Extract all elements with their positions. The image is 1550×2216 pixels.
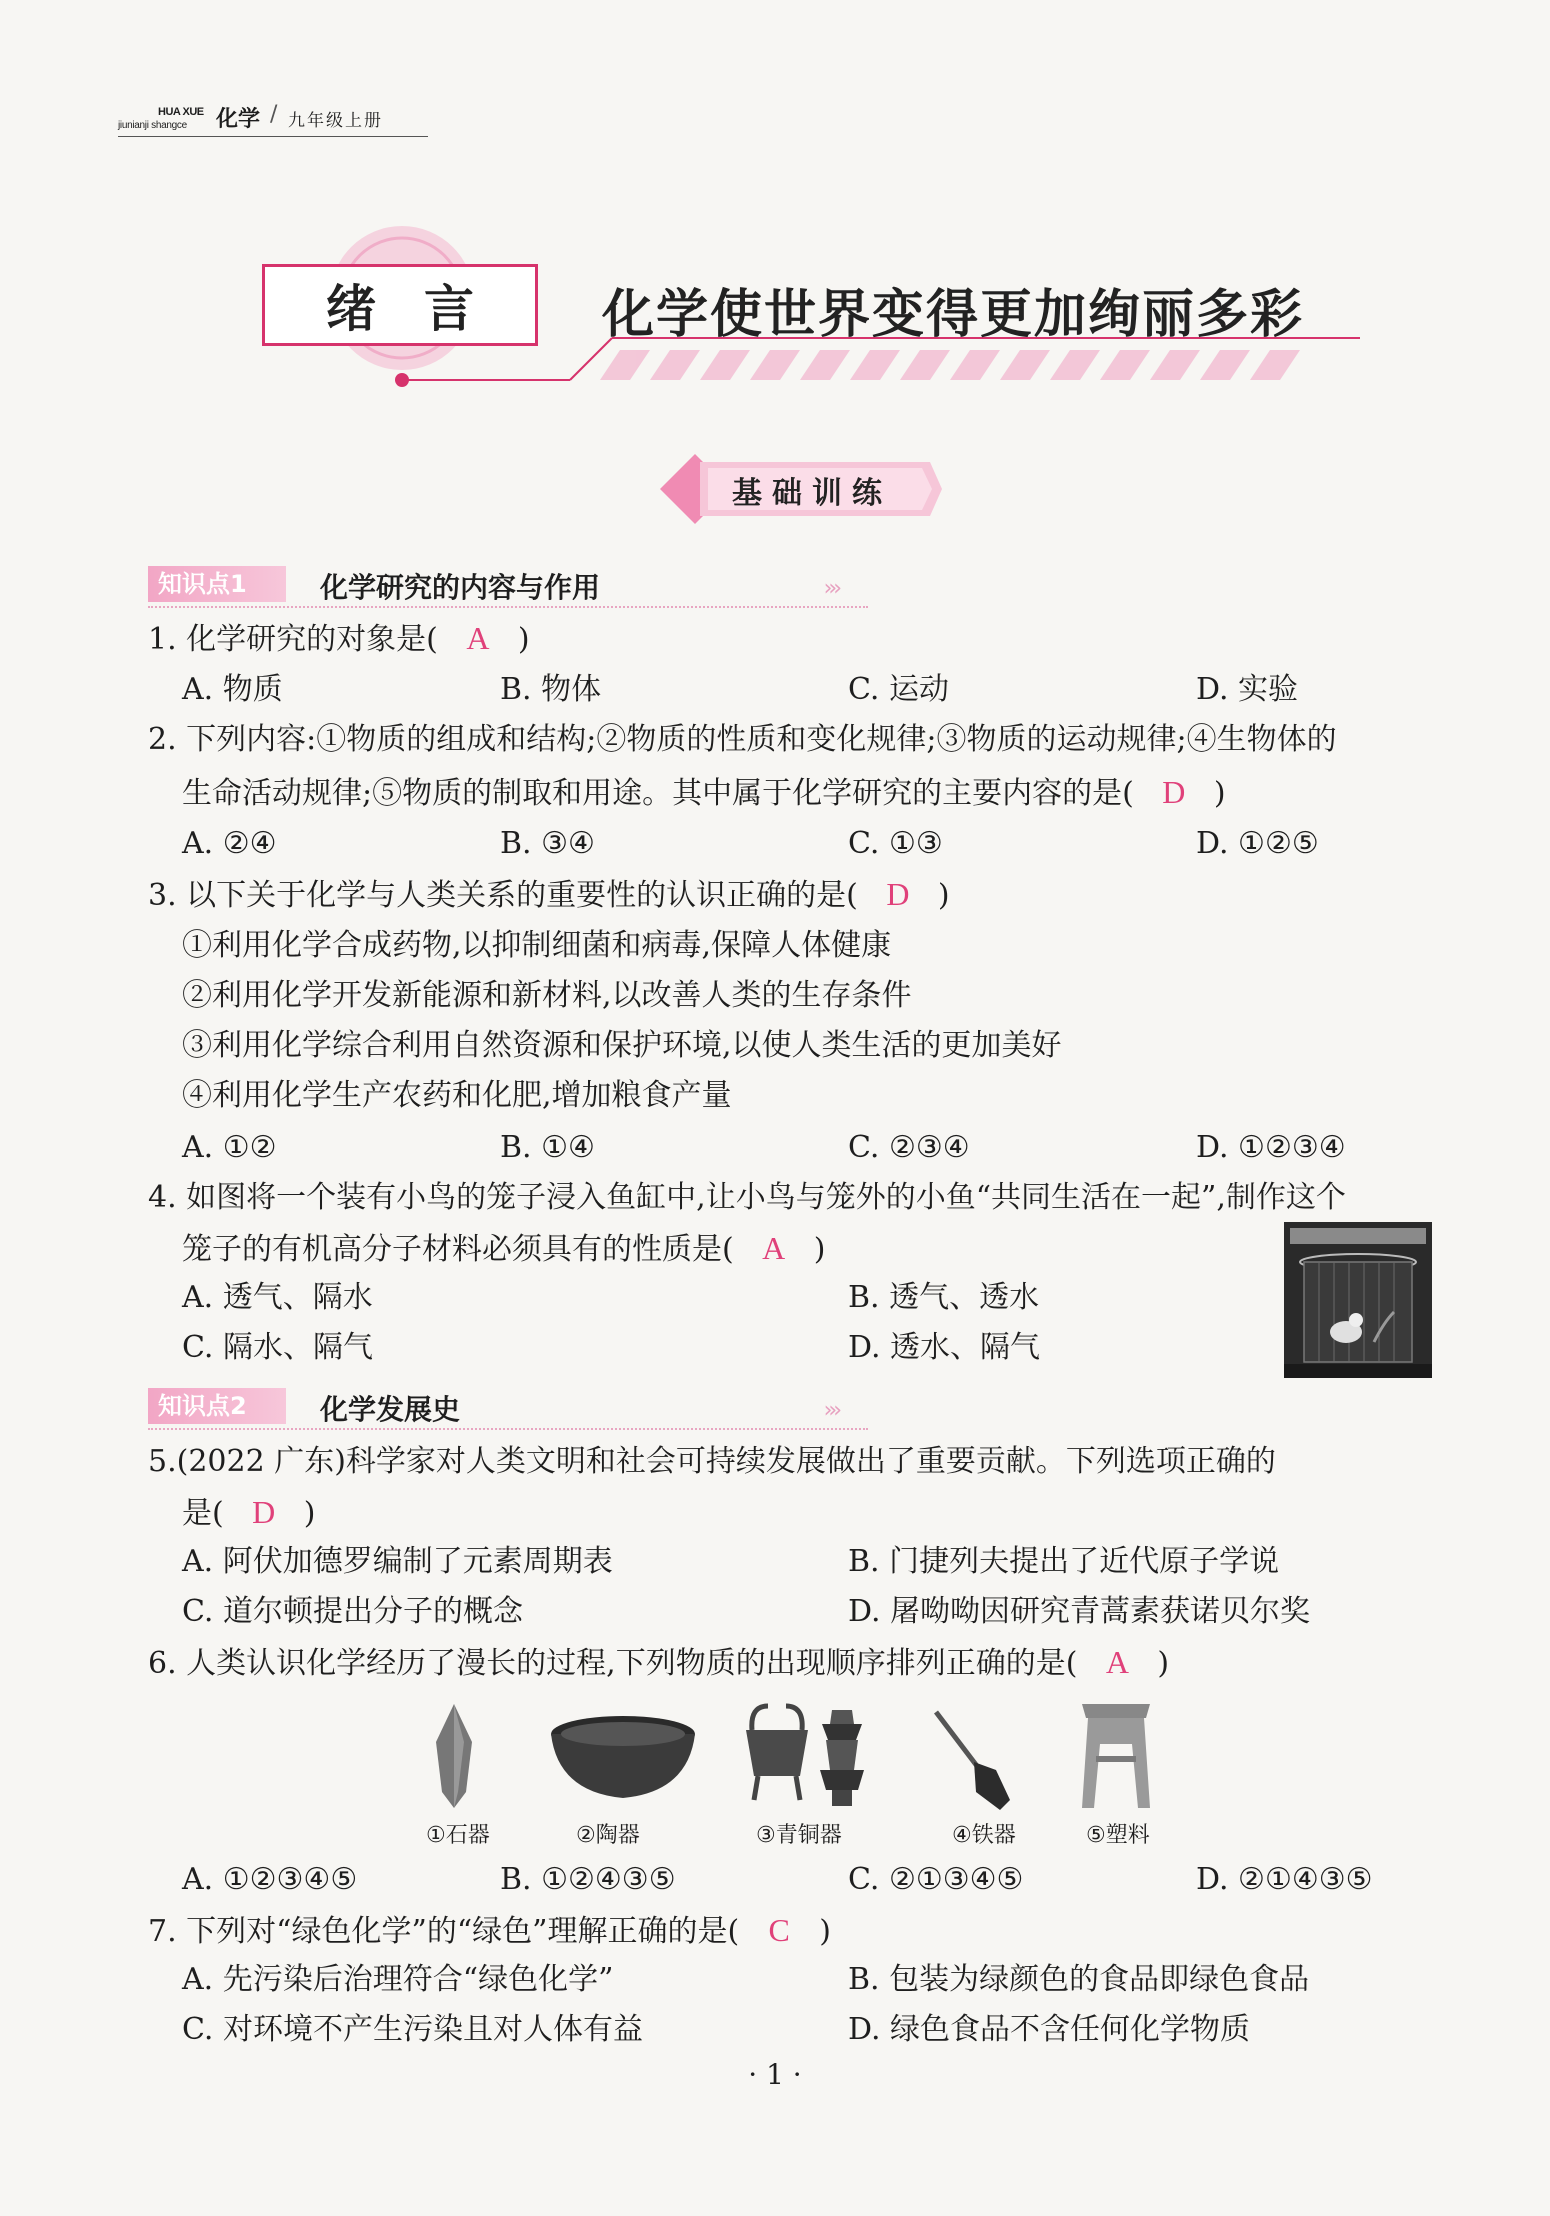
question-1: 1. 化学研究的对象是( A ) xyxy=(148,620,530,657)
option-b: B. 门捷列夫提出了近代原子学说 xyxy=(848,1544,1280,1579)
question-2-line2: 生命活动规律;⑤物质的制取和用途。其中属于化学研究的主要内容的是( D ) xyxy=(182,774,1226,811)
option-a: A. 阿伏加德罗编制了元素周期表 xyxy=(182,1544,613,1579)
option-d: D. 透水、隔气 xyxy=(848,1330,1041,1365)
option-a: A. ①②③④⑤ xyxy=(182,1862,358,1897)
option-c: C. 隔水、隔气 xyxy=(182,1330,373,1365)
section-ribbon xyxy=(660,454,950,528)
chapter-title: 化学使世界变得更加绚丽多彩 xyxy=(602,285,1305,345)
question-4-line1: 4. 如图将一个装有小鸟的笼子浸入鱼缸中,让小鸟与笼外的小鱼“共同生活在一起”,制作这个 xyxy=(148,1180,1346,1215)
option-c: C. 对环境不产生污染且对人体有益 xyxy=(182,2012,643,2047)
statement-3: ③利用化学综合利用自然资源和保护环境,以使人类生活的更加美好 xyxy=(182,1028,1062,1063)
option-b: B. 包装为绿颜色的食品即绿色食品 xyxy=(848,1962,1310,1997)
answer: D xyxy=(252,1494,276,1530)
option-c: C. ②③④ xyxy=(848,1130,970,1165)
caption-stone: ①石器 xyxy=(426,1823,490,1848)
pottery-bowl-image xyxy=(548,1712,698,1802)
chapter-label: 绪言 xyxy=(326,280,522,338)
kp-title: 化学研究的内容与作用 xyxy=(320,571,601,604)
statement-4: ④利用化学生产农药和化肥,增加粮食产量 xyxy=(182,1078,732,1113)
option-b: B. 透气、透水 xyxy=(848,1280,1040,1315)
bronze-ware-image xyxy=(742,1700,872,1812)
question-6: 6. 人类认识化学经历了漫长的过程,下列物质的出现顺序排列正确的是( A ) xyxy=(148,1644,1170,1681)
option-c: C. ①③ xyxy=(848,826,943,861)
option-c: C. 道尔顿提出分子的概念 xyxy=(182,1594,523,1629)
answer: C xyxy=(768,1912,790,1948)
chevrons-icon: ››› xyxy=(823,1398,838,1423)
answer: D xyxy=(886,876,910,912)
option-a: A. 先污染后治理符合“绿色化学” xyxy=(182,1962,614,1997)
caption-plastic: ⑤塑料 xyxy=(1086,1823,1150,1848)
answer: A xyxy=(466,620,490,656)
option-d: D. 实验 xyxy=(1196,672,1299,707)
question-5-line2: 是( D ) xyxy=(182,1494,316,1531)
running-header xyxy=(118,100,428,137)
iron-shovel-image xyxy=(930,1708,1016,1812)
answer: A xyxy=(1105,1644,1129,1680)
knowledge-point-2 xyxy=(148,1386,868,1430)
question-5-line1: 5.(2022 广东)科学家对人类文明和社会可持续发展做出了重要贡献。下列选项正确的 xyxy=(148,1444,1276,1479)
option-c: C. ②①③④⑤ xyxy=(848,1862,1024,1897)
kp-tag: 知识点2 xyxy=(148,1388,286,1424)
section-title: 基础训练 xyxy=(732,476,892,511)
header-pinyin-book: jiunianji shangce xyxy=(118,120,187,131)
header-grade: 九年级上册 xyxy=(288,111,383,131)
option-a: A. 透气、隔水 xyxy=(182,1280,373,1315)
caption-bronze: ③青铜器 xyxy=(756,1823,842,1848)
question-3: 3. 以下关于化学与人类关系的重要性的认识正确的是( D ) xyxy=(148,876,950,913)
option-b: B. ③④ xyxy=(500,826,595,861)
question-4-line2: 笼子的有机高分子材料必须具有的性质是( A ) xyxy=(182,1230,826,1267)
option-d: D. 绿色食品不含任何化学物质 xyxy=(848,2012,1251,2047)
option-d: D. ①②③④ xyxy=(1196,1130,1346,1165)
stone-tool-image xyxy=(424,1702,484,1810)
header-separator: / xyxy=(270,102,278,127)
caption-iron: ④铁器 xyxy=(952,1823,1016,1848)
option-a: A. 物质 xyxy=(182,672,283,707)
kp-title: 化学发展史 xyxy=(320,1393,461,1426)
knowledge-point-1 xyxy=(148,564,868,608)
question-7: 7. 下列对“绿色化学”的“绿色”理解正确的是( C ) xyxy=(148,1912,831,1949)
answer: D xyxy=(1162,774,1186,810)
chevrons-icon: ››› xyxy=(823,576,838,601)
option-b: B. ①②④③⑤ xyxy=(500,1862,676,1897)
chapter-label-box xyxy=(262,264,538,346)
option-d: D. ②①④③⑤ xyxy=(1196,1862,1373,1897)
option-a: A. ②④ xyxy=(182,826,277,861)
question-2-line1: 2. 下列内容:①物质的组成和结构;②物质的性质和变化规律;③物质的运动规律;④生物体的 xyxy=(148,722,1337,757)
statement-1: ①利用化学合成药物,以抑制细菌和病毒,保障人体健康 xyxy=(182,928,892,963)
option-b: B. ①④ xyxy=(500,1130,595,1165)
header-subject: 化学 xyxy=(216,107,261,132)
option-d: D. 屠呦呦因研究青蒿素获诺贝尔奖 xyxy=(848,1594,1311,1629)
option-d: D. ①②⑤ xyxy=(1196,826,1319,861)
header-pinyin-subject: HUA XUE xyxy=(158,106,204,118)
answer: A xyxy=(762,1230,786,1266)
page-number: · 1 · xyxy=(748,2058,802,2091)
bird-cage-aquarium-photo xyxy=(1284,1222,1432,1378)
option-a: A. ①② xyxy=(182,1130,277,1165)
option-b: B. 物体 xyxy=(500,672,602,707)
kp-tag: 知识点1 xyxy=(148,566,286,602)
statement-2: ②利用化学开发新能源和新材料,以改善人类的生存条件 xyxy=(182,978,912,1013)
plastic-stool-image xyxy=(1076,1696,1156,1814)
option-c: C. 运动 xyxy=(848,672,949,707)
caption-pottery: ②陶器 xyxy=(576,1823,640,1848)
